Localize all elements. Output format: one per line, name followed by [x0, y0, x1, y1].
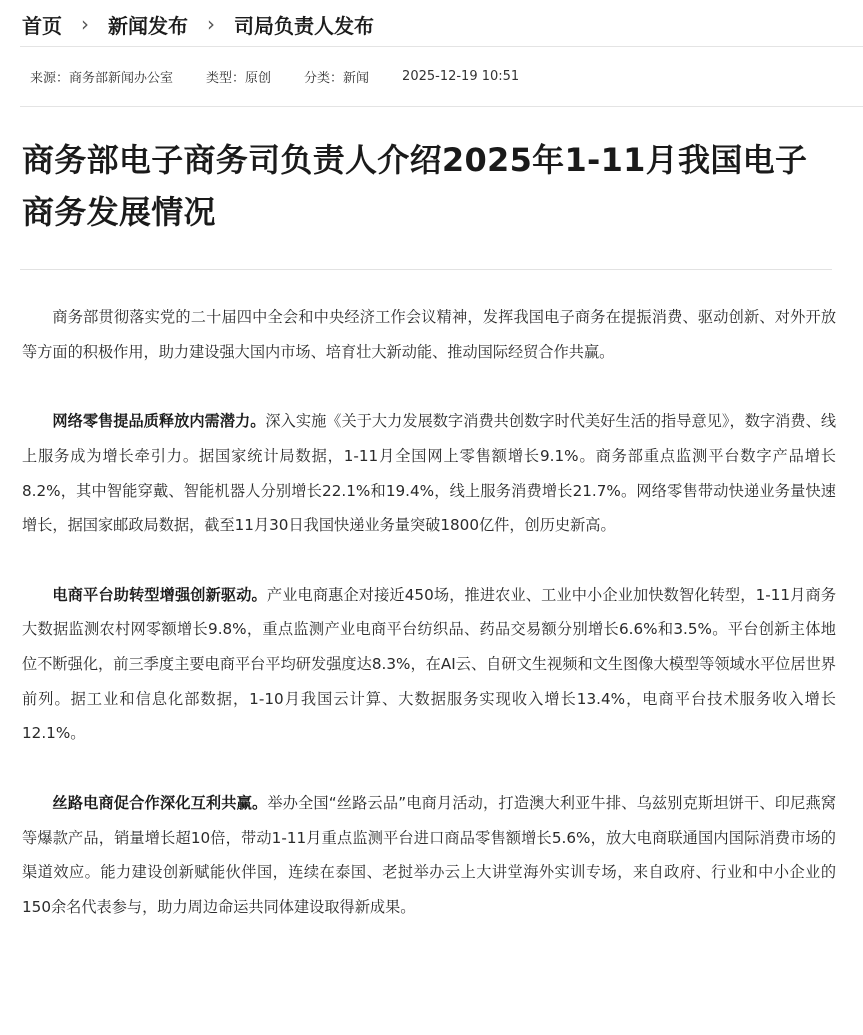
- paragraph-lead: 网络零售提品质释放内需潜力。: [52, 412, 266, 431]
- paragraph-text: 商务部贯彻落实党的二十届四中全会和中央经济工作会议精神，发挥我国电子商务在提振消费、驱动创新、对外开放等方面的积极作用，助力建设强大国内市场、培育壮大新动能、推动国际经贸合作共赢。: [22, 308, 836, 361]
- breadcrumb-divider: [20, 46, 863, 47]
- breadcrumb: [22, 8, 374, 40]
- paragraph-lead: 电商平台助转型增强创新驱动。: [52, 585, 267, 604]
- article-paragraph: [22, 404, 836, 543]
- article-paragraph: [22, 786, 836, 925]
- meta-divider: [20, 106, 863, 107]
- article-paragraph: [22, 300, 836, 369]
- article-meta: [30, 66, 519, 86]
- breadcrumb-separator-icon: ›: [81, 12, 89, 36]
- article-paragraph: [22, 578, 836, 752]
- meta-source: 来源：商务部新闻办公室: [30, 70, 174, 86]
- paragraph-text: 深入实施《关于大力发展数字消费共创数字时代美好生活的指导意见》，数字消费、线上服务成为增长牵引力。据国家统计局数据，1-11月全国网上零售额增长9.1%。商务部重点监测平台数字产品增长8.2%，其中智能穿戴、智能机器人分别增长22.1%和19.4%，线上服务消费增长21.7%。网络零售带动快递业务量快速增长，据国家邮政局数据，截至11月30日我国快递业务量突破1800亿件，创历史新高。: [22, 412, 837, 535]
- meta-type: 类型：原创: [206, 70, 272, 86]
- breadcrumb-department-release-link[interactable]: 司局负责人发布: [234, 13, 374, 38]
- breadcrumb-separator-icon: ›: [207, 12, 215, 36]
- breadcrumb-home-link[interactable]: 首页: [22, 13, 62, 38]
- title-divider: [20, 269, 832, 270]
- article-title: 商务部电子商务司负责人介绍2025年1-11月我国电子商务发展情况: [22, 141, 808, 231]
- paragraph-text: 产业电商惠企对接近450场，推进农业、工业中小企业加快数智化转型，1-11月商务大数据监测农村网零额增长9.8%，重点监测产业电商平台纺织品、药品交易额分别增长6.6%和3.5%。平台创新主体地位不断强化，前三季度主要电商平台平均研发强度达8.3%，在AI云、自研文生视频和文生图像大模型等领域水平位居世界前列。据工业和信息化部数据，1-10月我国云计算、大数据服务实现收入增长13.4%，电商平台技术服务收入增长12.1%。: [22, 585, 837, 743]
- paragraph-lead: 丝路电商促合作深化互利共赢。: [52, 793, 268, 812]
- article-body: [22, 300, 836, 959]
- meta-category: 分类：新闻: [304, 70, 370, 86]
- paragraph-text: 举办全国“丝路云品”电商月活动，打造澳大利亚牛排、乌兹别克斯坦饼干、印尼燕窝等爆款产品，销量增长超10倍，带动1-11月重点监测平台进口商品零售额增长5.6%，放大电商联通国内国际消费市场的渠道效应。能力建设创新赋能伙伴国，连续在泰国、老挝举办云上大讲堂海外实训专场，来自政府、行业和中小企业的150余名代表参与，助力周边命运共同体建设取得新成果。: [22, 793, 837, 916]
- breadcrumb-news-release-link[interactable]: 新闻发布: [108, 13, 188, 38]
- meta-datetime: 2025-12-19 10:51: [402, 68, 520, 84]
